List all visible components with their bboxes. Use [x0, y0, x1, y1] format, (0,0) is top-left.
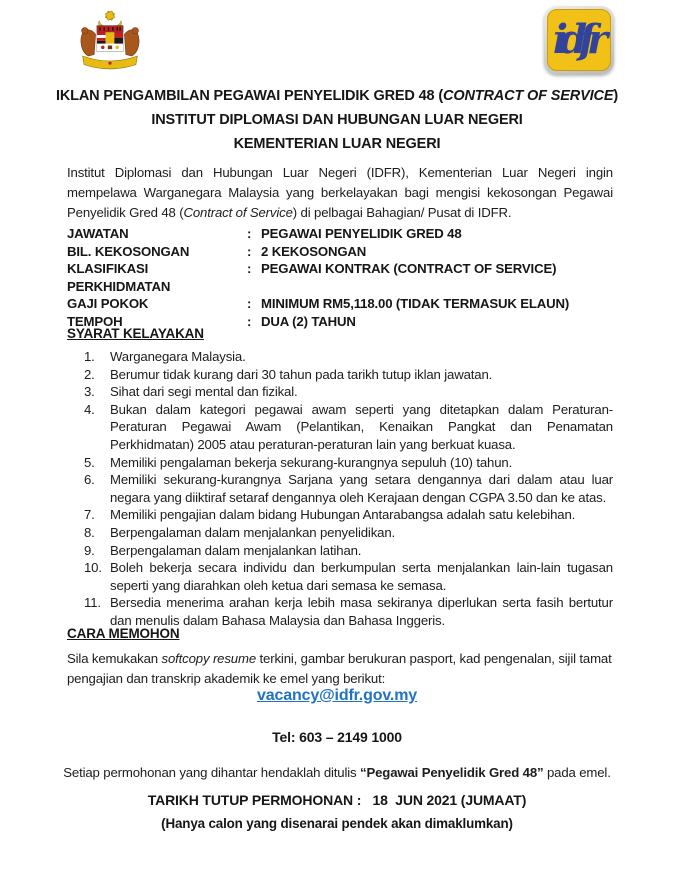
detail-value: PEGAWAI PENYELIDIK GRED 48 [261, 226, 462, 241]
closing-date-line: TARIKH TUTUP PERMOHONAN : 18 JUN 2021 (JUMAAT) [147, 792, 527, 808]
requirements-heading: SYARAT KELAYAKAN [67, 326, 204, 341]
table-row: GAJI POKOK : MINIMUM RM5,118.00 (TIDAK TERMASUK ELAUN) [67, 295, 613, 313]
list-item: 5. Memiliki pengalaman bekerja sekurang-kurangnya sepuluh (10) tahun. [84, 454, 513, 470]
table-row: KLASIFIKASI PERKHIDMATAN : PEGAWAI KONTRAK (CONTRACT OF SERVICE) [67, 260, 613, 295]
how-to-apply-paragraph: Sila kemukakan softcopy resume terkini, gambar berukuran pasport, kad pengenalan, sijil tamat pengajian dan transkrip akademik ke emel yang berikut: [67, 651, 612, 686]
detail-label: KLASIFIKASI PERKHIDMATAN [67, 261, 171, 294]
idfr-logo [544, 6, 614, 74]
list-item: 3. Sihat dari segi mental dan fizikal. [84, 384, 298, 400]
coat-of-arms-graphic [74, 8, 146, 78]
idfr-monogram: idfr [552, 16, 600, 63]
list-item: 2. Berumur tidak kurang dari 30 tahun pada tarikh tutup iklan jawatan. [84, 366, 493, 382]
list-item: 6. Memiliki sekurang-kurangnya Sarjana yang setara dengannya dari dalam atau luar negara yang diiktiraf setaraf dengannya oleh Kerajaan dengan CGPA 3.50 dan ke atas. [84, 472, 613, 505]
detail-value: 2 KEKOSONGAN [261, 243, 367, 259]
detail-label: JAWATAN [67, 226, 129, 241]
title-line-2: INSTITUT DIPLOMASI DAN HUBUNGAN LUAR NEGERI [151, 112, 523, 128]
table-row: JAWATAN : PEGAWAI PENYELIDIK GRED 48 [67, 225, 613, 243]
position-name-bold: “Pegawai Penyelidik Gred 48” [360, 765, 544, 780]
title-line-1: IKLAN PENGAMBILAN PEGAWAI PENYELIDIK GRED 48 (CONTRACT OF SERVICE) [55, 88, 619, 104]
application-email-link[interactable]: vacancy@idfr.gov.my [256, 687, 418, 704]
list-item: 9. Berpengalaman dalam menjalankan latihan. [84, 542, 362, 558]
title-line-3: KEMENTERIAN LUAR NEGERI [233, 136, 441, 152]
telephone-line: Tel: 603 – 2149 1000 [272, 729, 402, 745]
detail-label: BIL. KEKOSONGAN [67, 243, 190, 259]
idfr-logo-background [547, 9, 611, 71]
requirements-list [67, 348, 613, 630]
list-item: 1. Warganegara Malaysia. [84, 349, 246, 364]
position-details-table [67, 225, 613, 331]
table-row: BIL. KEKOSONGAN : 2 KEKOSONGAN [67, 243, 613, 261]
document-title [0, 84, 674, 156]
how-to-apply-heading: CARA MEMOHON [67, 626, 180, 641]
detail-value: DUA (2) TAHUN [261, 313, 356, 329]
list-item: 4. Bukan dalam kategori pegawai awam seperti yang ditetapkan dalam Peraturan-Peraturan Pegawai Awam (Pelantikan, Kenaikan Pangkat dan Penamatan Perkhidmatan) 2005 atau peraturan-peraturan lain yang berkuat kuasa. [84, 401, 613, 452]
list-item: 8. Berpengalaman dalam menjalankan penyelidikan. [84, 524, 396, 540]
email-subject-note: Setiap permohonan yang dihantar hendaklah ditulis “Pegawai Penyelidik Gred 48” pada emel. [63, 765, 611, 780]
detail-label: TEMPOH [67, 313, 123, 329]
intro-paragraph: Institut Diplomasi dan Hubungan Luar Negeri (IDFR), Kementerian Luar Negeri ingin mempelawa Warganegara Malaysia yang berkelayakan bagi mengisi kekosongan Pegawai Penyelidik Gred 48 (Contract of Service) di pelbagai Bahagian/ Pusat di IDFR. [67, 165, 613, 220]
list-item: 11. Bersedia menerima arahan kerja lebih masa sekiranya diperlukan serta fasih bertutur dan menulis dalam Bahasa Malaysia dan Bahasa Inggeris. [84, 595, 613, 628]
list-item: 10. Boleh bekerja secara individu dan berkumpulan serta menjalankan lain-lain tugasan seperti yang diarahkan oleh ketua dari semasa ke semasa. [84, 560, 613, 593]
detail-value: MINIMUM RM5,118.00 (TIDAK TERMASUK ELAUN) [261, 296, 570, 312]
list-item: 7. Memiliki pengajian dalam bidang Hubungan Antarabangsa adalah satu kelebihan. [84, 507, 576, 523]
shortlist-note: (Hanya calon yang disenarai pendek akan dimaklumkan) [161, 816, 513, 831]
email-row [0, 687, 674, 705]
malaysia-coat-of-arms-icon [74, 8, 146, 78]
table-row: TEMPOH : DUA (2) TAHUN [67, 313, 613, 331]
detail-label: GAJI POKOK [67, 296, 149, 312]
detail-value: PEGAWAI KONTRAK (CONTRACT OF SERVICE) [261, 261, 557, 277]
